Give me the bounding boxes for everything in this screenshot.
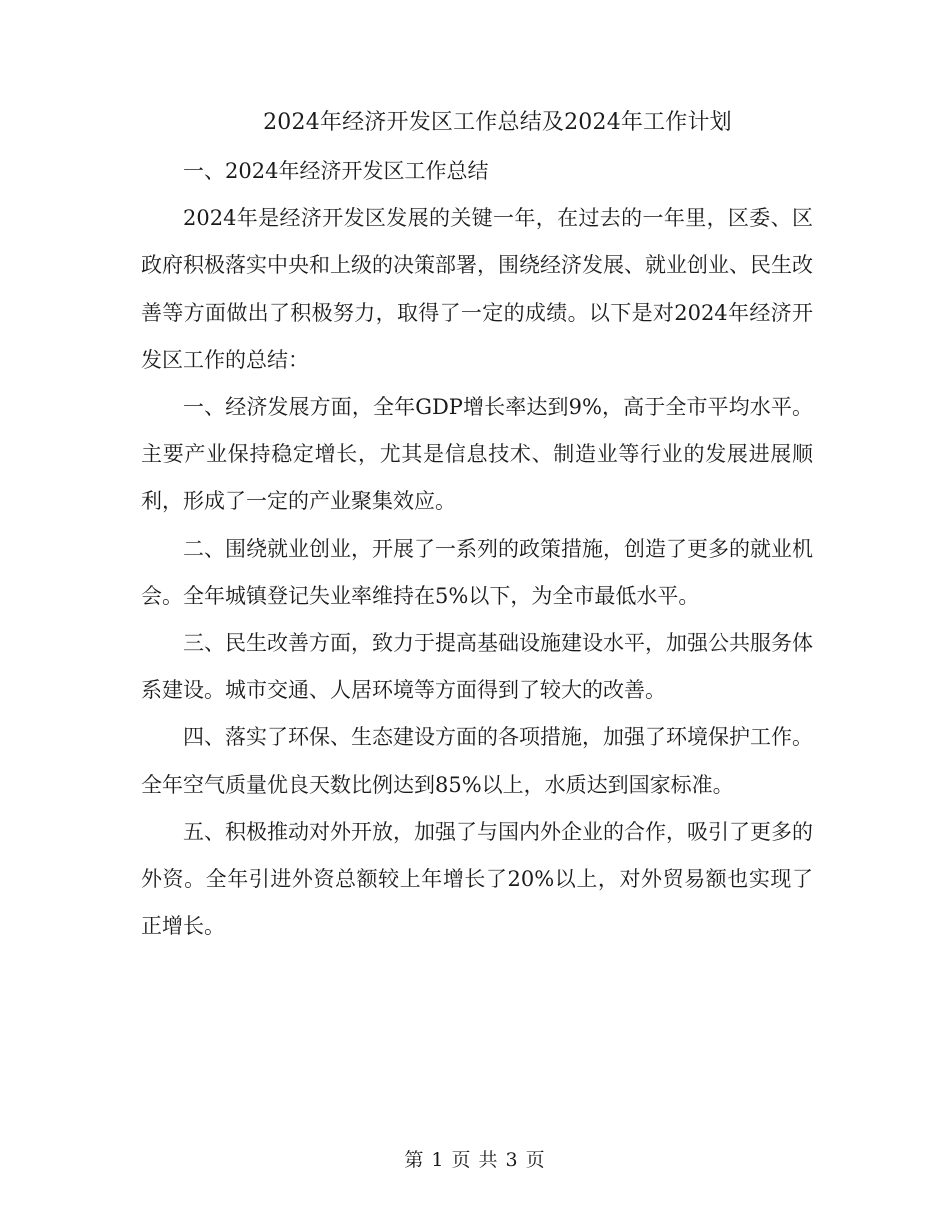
paragraph-livelihood: 三、民生改善方面，致力于提高基础设施建设水平，加强公共服务体系建设。城市交通、人居环境等方面得到了较大的改善。 — [141, 631, 813, 703]
section-heading: 一、2024年经济开发区工作总结 — [183, 159, 489, 183]
paragraph-opening-up: 五、积极推动对外开放，加强了与国内外企业的合作，吸引了更多的外资。全年引进外资总额较上年增长了20%以上，对外贸易额也实现了正增长。 — [141, 819, 813, 939]
paragraph-employment: 二、围绕就业创业，开展了一系列的政策措施，创造了更多的就业机会。全年城镇登记失业率维持在5%以下，为全市最低水平。 — [141, 536, 813, 608]
document-body — [141, 148, 813, 950]
page-number-footer: 第 1 页 共 3 页 — [404, 1149, 546, 1171]
paragraph-environment: 四、落实了环保、生态建设方面的各项措施，加强了环境保护工作。全年空气质量优良天数比例达到85%以上，水质达到国家标准。 — [141, 725, 813, 797]
document-title: 2024年经济开发区工作总结及2024年工作计划 — [263, 110, 732, 135]
paragraph-economic-development: 一、经济发展方面，全年GDP增长率达到9%，高于全市平均水平。主要产业保持稳定增长，尤其是信息技术、制造业等行业的发展进展顺利，形成了一定的产业聚集效应。 — [141, 395, 813, 514]
intro-paragraph: 2024年是经济开发区发展的关键一年，在过去的一年里，区委、区政府积极落实中央和上级的决策部署，围绕经济发展、就业创业、民生改善等方面做出了积极努力，取得了一定的成绩。以下是对2024年经济开发区工作的总结： — [141, 206, 813, 372]
